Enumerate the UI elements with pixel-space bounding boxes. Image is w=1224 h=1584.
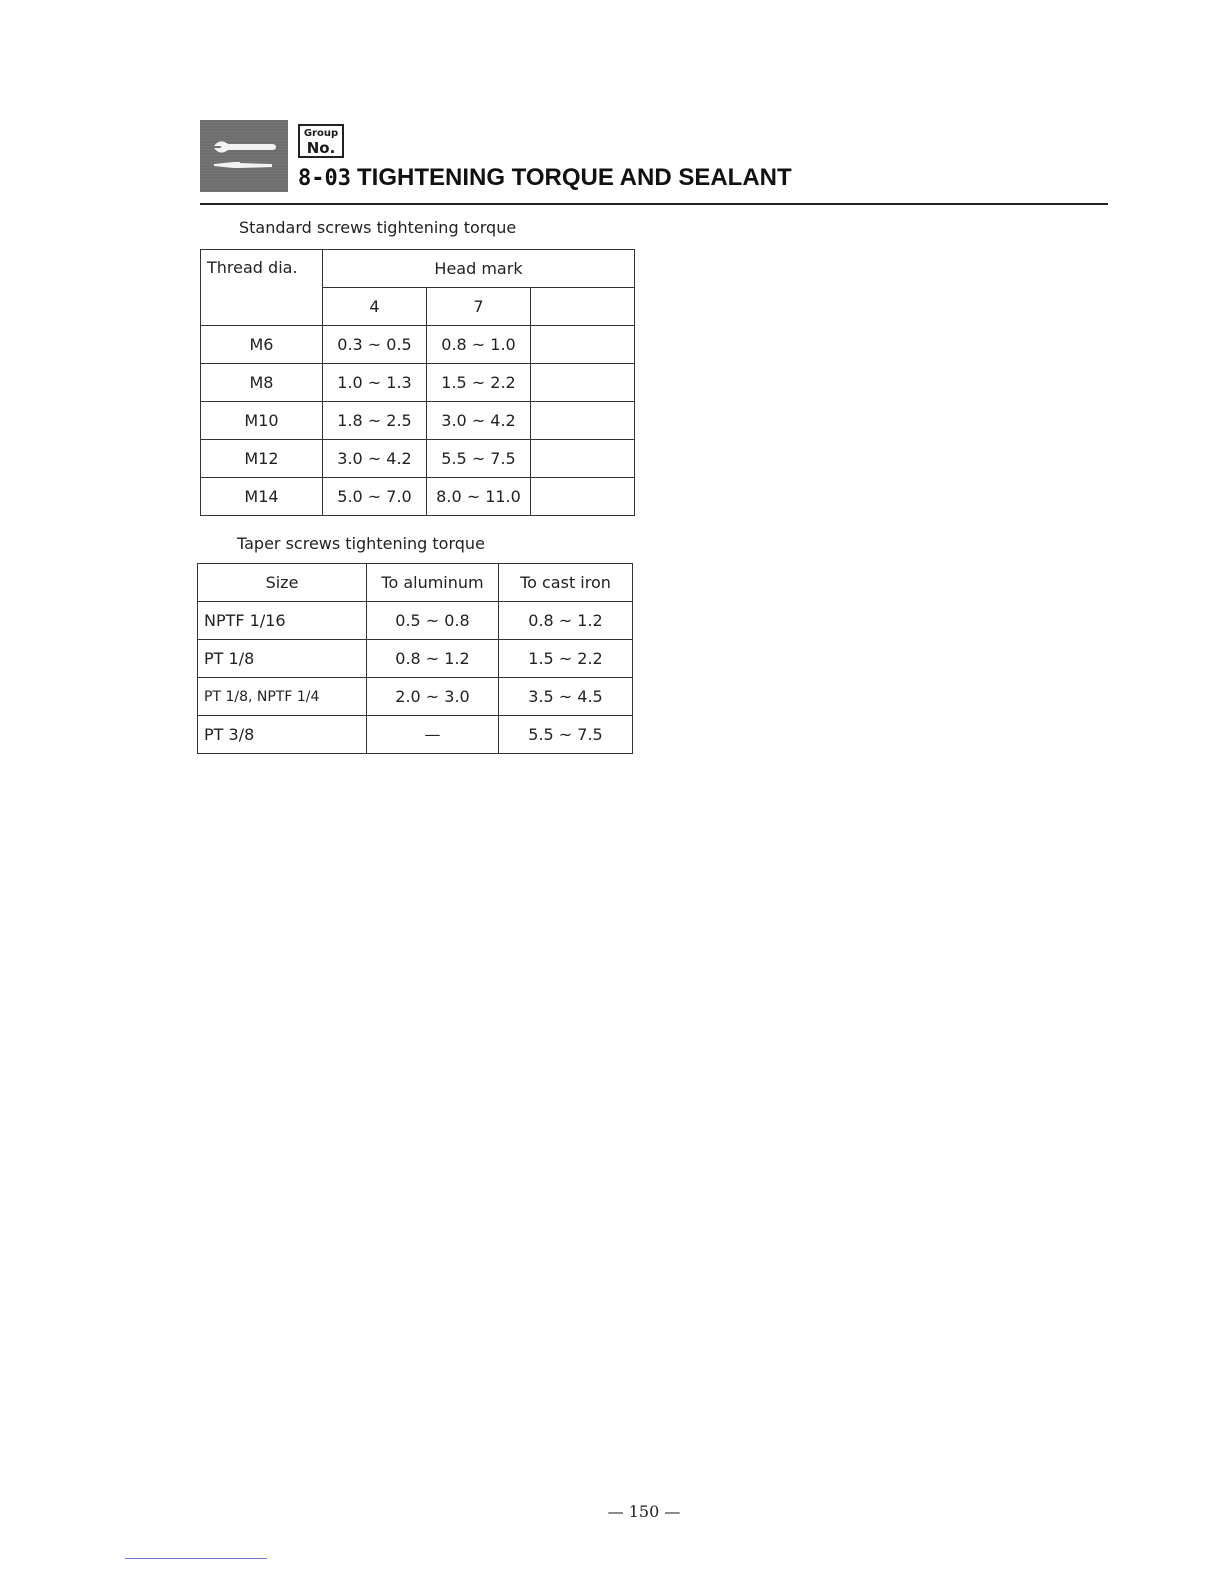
cell-size: M8 bbox=[201, 364, 323, 402]
title-rule bbox=[200, 203, 1108, 205]
group-number-box bbox=[298, 124, 344, 158]
head-mark-blank bbox=[531, 288, 635, 326]
header-to-cast-iron: To cast iron bbox=[499, 564, 633, 602]
cell-aluminum: 0.8 ~ 1.2 bbox=[367, 640, 499, 678]
cell-mark4: 5.0 ~ 7.0 bbox=[323, 478, 427, 516]
header-to-aluminum: To aluminum bbox=[367, 564, 499, 602]
table-row bbox=[201, 326, 635, 364]
cell-mark7: 5.5 ~ 7.5 bbox=[427, 440, 531, 478]
table-row bbox=[198, 640, 633, 678]
taper-table-caption: Taper screws tightening torque bbox=[237, 534, 485, 553]
cell-size: NPTF 1/16 bbox=[198, 602, 367, 640]
head-mark-7: 7 bbox=[427, 288, 531, 326]
cell-mark4: 1.8 ~ 2.5 bbox=[323, 402, 427, 440]
cell-blank bbox=[531, 402, 635, 440]
section-number: 8-03 bbox=[298, 166, 351, 191]
cell-size: PT 3/8 bbox=[198, 716, 367, 754]
taper-torque-table bbox=[197, 563, 633, 754]
standard-table-caption: Standard screws tightening torque bbox=[239, 218, 517, 237]
cell-cast-iron: 0.8 ~ 1.2 bbox=[499, 602, 633, 640]
head-mark-4: 4 bbox=[323, 288, 427, 326]
no-label: No. bbox=[306, 139, 336, 157]
header-size: Size bbox=[198, 564, 367, 602]
cell-mark4: 3.0 ~ 4.2 bbox=[323, 440, 427, 478]
cell-mark4: 1.0 ~ 1.3 bbox=[323, 364, 427, 402]
table-row bbox=[201, 364, 635, 402]
cell-cast-iron: 3.5 ~ 4.5 bbox=[499, 678, 633, 716]
page-title bbox=[298, 164, 792, 192]
table-row bbox=[198, 678, 633, 716]
cell-size: M10 bbox=[201, 402, 323, 440]
table-row bbox=[201, 440, 635, 478]
cell-size: M6 bbox=[201, 326, 323, 364]
header-head-mark: Head mark bbox=[323, 250, 635, 288]
cell-blank bbox=[531, 478, 635, 516]
cell-blank bbox=[531, 364, 635, 402]
cell-cast-iron: 5.5 ~ 7.5 bbox=[499, 716, 633, 754]
section-title: TIGHTENING TORQUE AND SEALANT bbox=[356, 164, 792, 191]
cell-size: M12 bbox=[201, 440, 323, 478]
cell-size: M14 bbox=[201, 478, 323, 516]
cell-blank bbox=[531, 326, 635, 364]
page-number: — 150 — bbox=[607, 1502, 681, 1521]
cell-mark7: 8.0 ~ 11.0 bbox=[427, 478, 531, 516]
cell-cast-iron: 1.5 ~ 2.2 bbox=[499, 640, 633, 678]
bottom-rule bbox=[125, 1558, 267, 1559]
standard-torque-table bbox=[200, 249, 635, 516]
cell-mark7: 1.5 ~ 2.2 bbox=[427, 364, 531, 402]
cell-aluminum: 2.0 ~ 3.0 bbox=[367, 678, 499, 716]
cell-size: PT 1/8 bbox=[198, 640, 367, 678]
cell-size: PT 1/8, NPTF 1/4 bbox=[198, 678, 367, 716]
table-row bbox=[201, 402, 635, 440]
table-row bbox=[198, 564, 633, 602]
cell-blank bbox=[531, 440, 635, 478]
table-row bbox=[201, 250, 635, 288]
table-row bbox=[201, 478, 635, 516]
cell-aluminum: 0.5 ~ 0.8 bbox=[367, 602, 499, 640]
table-row bbox=[198, 716, 633, 754]
header-thread-dia: Thread dia. bbox=[201, 250, 323, 326]
cell-mark7: 3.0 ~ 4.2 bbox=[427, 402, 531, 440]
cell-aluminum: — bbox=[367, 716, 499, 754]
group-label: Group bbox=[303, 128, 339, 139]
cell-mark4: 0.3 ~ 0.5 bbox=[323, 326, 427, 364]
wrench-screwdriver-icon bbox=[200, 120, 288, 192]
table-row bbox=[198, 602, 633, 640]
cell-mark7: 0.8 ~ 1.0 bbox=[427, 326, 531, 364]
